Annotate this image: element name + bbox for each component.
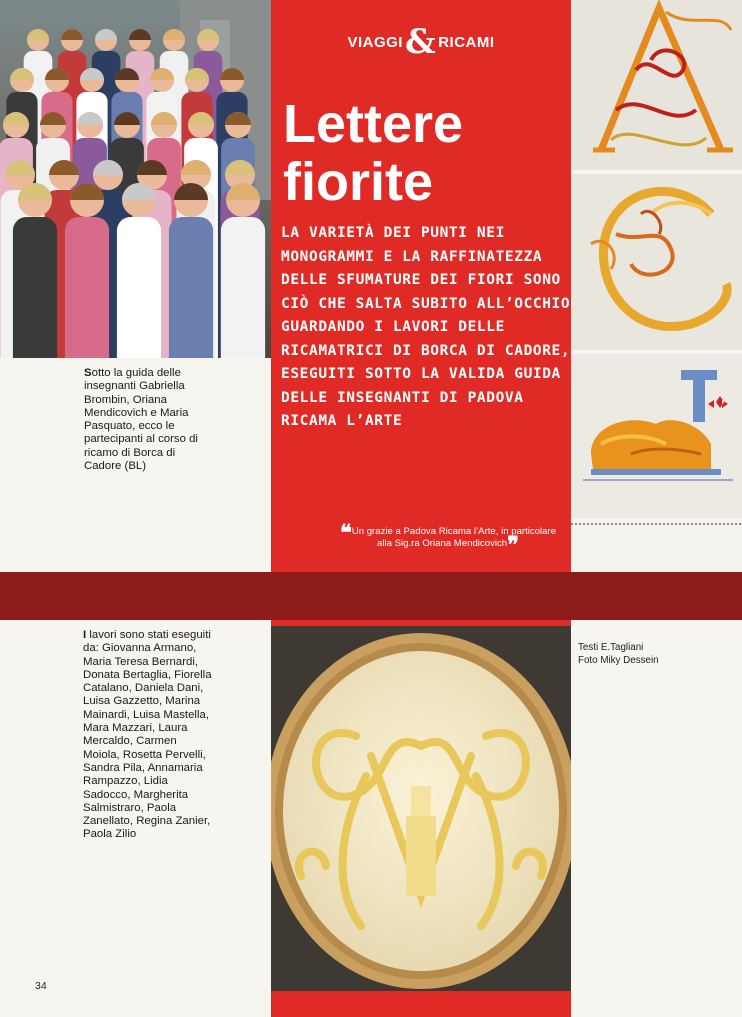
embroidery-hoop-photo: [271, 626, 571, 991]
person-figure: [65, 217, 109, 358]
group-photo: [0, 0, 272, 358]
credit-photos: Foto Miky Dessein: [578, 654, 659, 666]
person-figure: [13, 217, 57, 358]
magazine-logo: [271, 22, 571, 62]
caption-text: otto la guida delle insegnanti Gabriella Brombin, Oriana Mendicovich e Maria Pasquato, ecco le partecipanti al corso di ricamo di Borca di Cadore (BL): [84, 367, 198, 473]
credit-texts: Testi E.Tagliani: [578, 642, 644, 653]
title-line-2: fiorite: [283, 152, 434, 212]
person-figure: [117, 217, 161, 358]
credits: [578, 642, 698, 667]
cross-stitch-letter-t: [571, 354, 742, 518]
logo-right: RICAMI: [438, 34, 495, 51]
group-photo-caption: [84, 367, 214, 473]
feature-column: [271, 0, 571, 572]
quote-close-icon: ❞: [507, 532, 519, 558]
fabric-edge: [571, 520, 742, 572]
embroidered-letter-c: [571, 174, 742, 350]
person-figure: [221, 217, 265, 358]
section-divider-band: [0, 572, 742, 620]
logo-left: VIAGGI: [347, 34, 403, 51]
logo-ampersand: &: [404, 22, 437, 62]
caption-drop-letter: S: [84, 367, 92, 379]
standfirst: LA VARIETÀ DEI PUNTI NEI MONOGRAMMI E LA RAFFINATEZZA DELLE SFUMATURE DEI FIORI SONO CIÒ CHE SALTA SUBITO ALL’OCCHIO GUARDANDO I LAVORI DELLE RICAMATRICI DI BORCA DI CADORE, ESEGUITI SOTTO LA VALIDA GUIDA DELLE INSEGNANTI DI PADOVA RICAMA L’ARTE: [281, 225, 571, 429]
article-title: [283, 95, 573, 211]
person-figure: [169, 217, 213, 358]
pull-quote: [337, 520, 559, 558]
quote-open-icon: ❝: [339, 520, 352, 546]
embroidered-letter-a: [571, 0, 742, 170]
caption-drop-letter: I: [83, 629, 87, 641]
page-number: 34: [35, 980, 47, 992]
title-line-1: Lettere: [283, 94, 464, 154]
pull-quote-text: Un grazie a Padova Ricama l’Arte, in particolare alla Sig.ra Oriana Mendicovich: [351, 526, 557, 549]
works-credits-caption: [83, 629, 213, 842]
caption-text: lavori sono stati eseguiti da: Giovanna Armano, Maria Teresa Bernardi, Donata Bertaglia, Fiorella Catalano, Daniela Dani, Luisa Gazzetto, Marina Mainardi, Luisa Mastella, Mara Mazzari, Laura Mercaldo, Carmen Moiola, Rosetta Pervelli, Sandra Pila, Annamaria Rampazzo, Lidia Sadocco, Margherita Salmistraro, Paola Zanellato, Regina Zanier, Paola Zilio: [83, 629, 212, 841]
